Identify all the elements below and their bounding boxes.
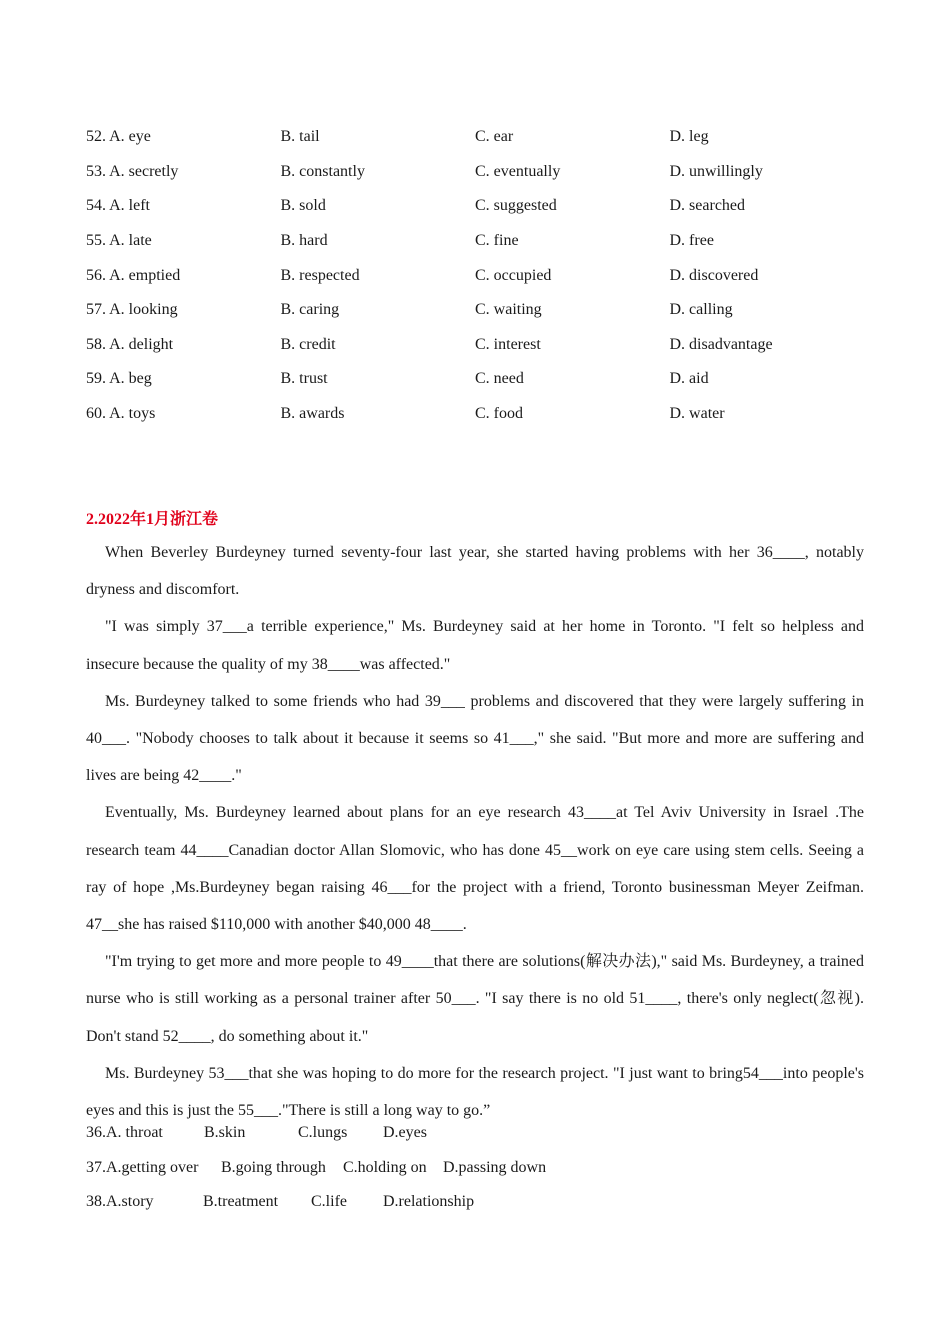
option-a: 54. A. left <box>86 197 150 215</box>
option-c: C. food <box>475 405 523 423</box>
passage-paragraph: Eventually, Ms. Burdeyney learned about plans for an eye research 43____at Tel Aviv University in Israel .The research team 44____Canadian doctor Allan Slomovic, who has done 45__work on eye care using stem cells. Seeing a ray of hope ,Ms.Burdeyney began raising 46___for the project with a friend, Toronto businessman Meyer Zeifman. 47__she has raised $110,000 with another $40,000 48____. <box>86 804 864 934</box>
option-c: C. eventually <box>475 162 561 180</box>
question-row <box>86 1151 546 1186</box>
option-d: D. aid <box>669 370 709 388</box>
option-d: D. unwillingly <box>669 162 763 180</box>
option-c: C.life <box>311 1193 347 1211</box>
question-list <box>86 1116 546 1220</box>
option-b: B.skin <box>204 1124 246 1142</box>
option-b: B. hard <box>280 232 328 250</box>
option-row <box>86 258 864 293</box>
option-d: D.relationship <box>383 1193 475 1211</box>
option-d: D. water <box>669 405 725 423</box>
option-row <box>86 328 864 363</box>
option-d: D. free <box>669 232 714 250</box>
option-a: 60. A. toys <box>86 405 156 423</box>
passage-paragraph: Ms. Burdeyney talked to some friends who had 39___ problems and discovered that they were largely suffering in 40___. "Nobody chooses to talk about it because it seems so 41___," she said. "But more and more are suffering and lives are being 42____." <box>86 692 864 785</box>
option-c: C. occupied <box>475 266 552 284</box>
option-c: C. ear <box>475 128 514 146</box>
option-b: B. trust <box>280 370 328 388</box>
passage-paragraph: "I was simply 37___a terrible experience," Ms. Burdeyney said at her home in Toronto. "I felt so helpless and insecure because the quality of my 38____was affected." <box>86 618 864 673</box>
option-b: B. sold <box>280 197 326 215</box>
option-c: C.lungs <box>298 1124 348 1142</box>
option-b: B. credit <box>280 335 336 353</box>
option-a: 53. A. secretly <box>86 162 179 180</box>
reading-passage <box>86 534 864 1129</box>
option-d: D. disadvantage <box>669 335 773 353</box>
passage-paragraph: "I'm trying to get more and more people to 49____that there are solutions(解决办法)," said Ms. Burdeyney, a trained nurse who is still working as a personal trainer after 50___. "I say there is no old 51____, there's only neglect(忽视). Don't stand 52____, do something about it." <box>86 953 864 1045</box>
option-d: D.passing down <box>443 1158 547 1176</box>
option-b: B. constantly <box>280 162 365 180</box>
option-d: D. discovered <box>669 266 759 284</box>
option-a: 57. A. looking <box>86 301 178 319</box>
section-title: 2.2022年1月浙江卷 <box>86 511 219 528</box>
option-c: C. fine <box>475 232 519 250</box>
question-row <box>86 1185 546 1220</box>
option-a: 55. A. late <box>86 232 152 250</box>
option-row <box>86 397 864 432</box>
option-row <box>86 155 864 190</box>
option-row <box>86 120 864 155</box>
option-b: B.treatment <box>203 1193 279 1211</box>
options-table <box>86 120 864 431</box>
option-d: D. leg <box>669 128 709 146</box>
question-row <box>86 1116 546 1151</box>
option-a: 52. A. eye <box>86 128 151 146</box>
option-row <box>86 293 864 328</box>
passage-paragraph: When Beverley Burdeyney turned seventy-four last year, she started having problems with her 36____, notably dryness and discomfort. <box>86 544 864 599</box>
option-b: B.going through <box>221 1158 326 1176</box>
option-d: D.eyes <box>383 1124 427 1142</box>
option-row <box>86 362 864 397</box>
option-a: 59. A. beg <box>86 370 152 388</box>
option-a: 37.A.getting over <box>86 1158 199 1176</box>
option-a: 38.A.story <box>86 1193 154 1211</box>
passage-paragraph: Ms. Burdeyney 53___that she was hoping to do more for the research project. "I just want to bring54___into people's eyes and this is just the 55___."There is still a long way to go.” <box>86 1064 864 1120</box>
option-b: B. caring <box>280 301 340 319</box>
option-d: D. calling <box>669 301 733 319</box>
option-c: C. interest <box>475 335 541 353</box>
option-a: 36.A. throat <box>86 1124 163 1142</box>
option-row <box>86 189 864 224</box>
option-row <box>86 224 864 259</box>
option-c: C. suggested <box>475 197 557 215</box>
option-c: C. need <box>475 370 524 388</box>
option-b: B. awards <box>280 405 345 423</box>
option-c: C.holding on <box>343 1158 427 1176</box>
option-b: B. tail <box>280 128 320 146</box>
option-a: 58. A. delight <box>86 335 174 353</box>
option-c: C. waiting <box>475 301 542 319</box>
option-b: B. respected <box>280 266 360 284</box>
option-a: 56. A. emptied <box>86 266 181 284</box>
option-d: D. searched <box>669 197 746 215</box>
